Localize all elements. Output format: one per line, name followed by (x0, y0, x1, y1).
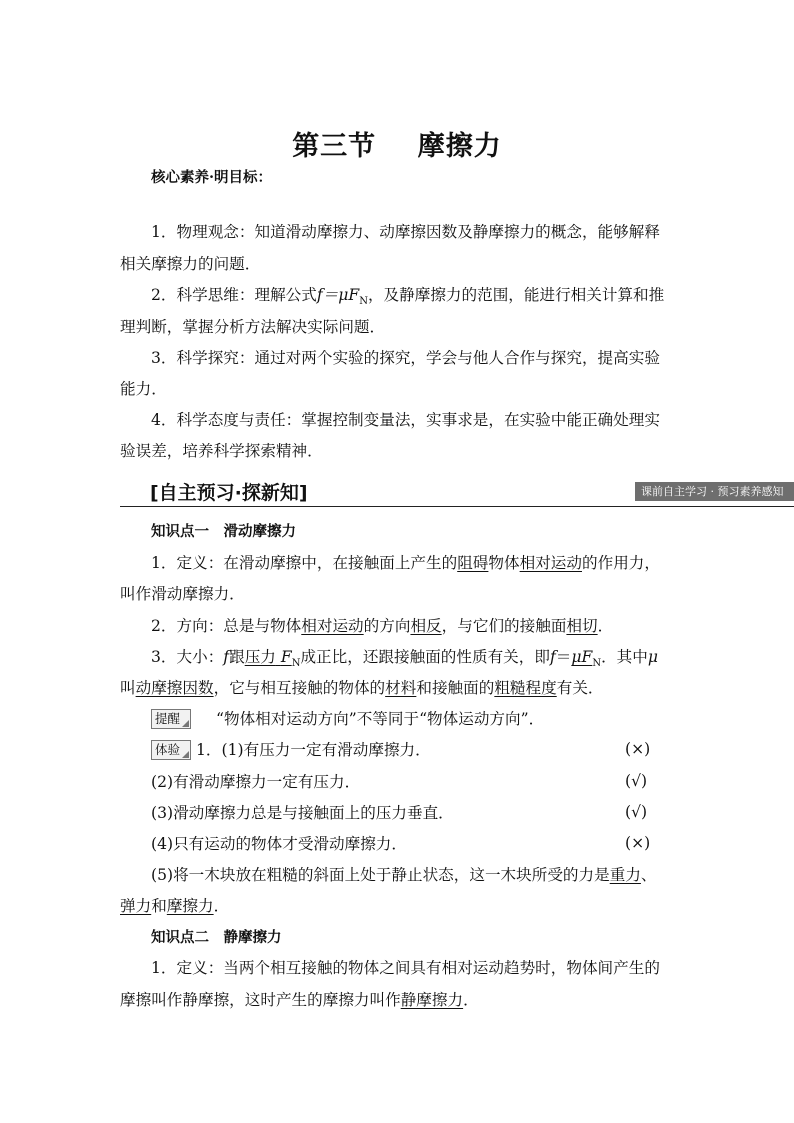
kp1-magnitude-line-1: 3．大小：f跟压力 $F_N$成正比，还跟接触面的性质有关，即$f=\mu F_N$．其中μ (151, 648, 658, 670)
question-5-line-2: 弹力和摩擦力． (120, 897, 230, 915)
goals-heading: 核心素养·明目标： (151, 169, 273, 186)
goal-1-line-2: 相关摩擦力的问题． (120, 255, 261, 273)
goal-3-line-1: 3．科学探究：通过对两个实验的探究，学会与他人合作与探究，提高实验 (151, 349, 660, 367)
kp2-definition-line-1: 1．定义：当两个相互接触的物体之间具有相对运动趋势时，物体间产生的 (151, 959, 660, 977)
question-5-line-1: (5)将一木块放在粗糙的斜面上处于静止状态，这一木块所受的力是重力、 (151, 866, 657, 884)
page-title: 第三节 摩擦力 (292, 131, 502, 162)
question-2: (2)有滑动摩擦力一定有压力． (151, 773, 361, 791)
answer-1: (×) (625, 740, 651, 758)
kp2-heading: 知识点二 静摩擦力 (151, 929, 282, 946)
answer-2: (√) (625, 772, 648, 790)
experience-tag: 体验 (151, 740, 191, 760)
question-4: (4)只有运动的物体才受滑动摩擦力． (151, 835, 407, 853)
kp1-definition-line-2: 叫作滑动摩擦力． (120, 585, 245, 603)
goal-2-line-2: 理判断，掌握分析方法解决实际问题． (120, 318, 386, 336)
question-3: (3)滑动摩擦力总是与接触面上的压力垂直． (151, 804, 454, 822)
goal-1-line-1: 1．物理观念：知道滑动摩擦力、动摩擦因数及静摩擦力的概念，能够解释 (151, 223, 660, 241)
goal-3-line-2: 能力． (120, 380, 167, 398)
answer-3: (√) (625, 803, 648, 821)
kp1-direction: 2．方向：总是与物体相对运动的方向相反，与它们的接触面相切． (151, 617, 614, 635)
answer-4: (×) (625, 834, 651, 852)
tip-text: “物体相对运动方向”不等同于“物体运动方向”． (216, 710, 545, 728)
section-header (120, 476, 794, 507)
kp1-heading: 知识点一 滑动摩擦力 (151, 523, 296, 540)
kp2-definition-line-2: 摩擦叫作静摩擦，这时产生的摩擦力叫作静摩擦力． (120, 991, 479, 1009)
section-tag: 课前自主学习 · 预习素养感知 (635, 482, 794, 501)
kp1-magnitude-line-2: 叫动摩擦因数，它与相互接触的物体的材料和接触面的粗糙程度有关． (120, 679, 604, 697)
kp1-definition-line-1: 1．定义：在滑动摩擦中，在接触面上产生的阻碍物体相对运动的作用力， (151, 554, 660, 572)
tip-tag: 提醒 (151, 709, 191, 729)
section-title: [自主预习·探新知] (150, 482, 308, 504)
goal-4-line-2: 验误差，培养科学探索精神． (120, 442, 323, 460)
question-1: 1．(1)有压力一定有滑动摩擦力． (196, 741, 431, 759)
goal-4-line-1: 4．科学态度与责任：掌握控制变量法，实事求是，在实验中能正确处理实 (151, 411, 660, 429)
goal-2-line-1: 2．科学思维：理解公式$f=\mu F_N$，及静摩擦力的范围，能进行相关计算和推 (151, 286, 665, 308)
